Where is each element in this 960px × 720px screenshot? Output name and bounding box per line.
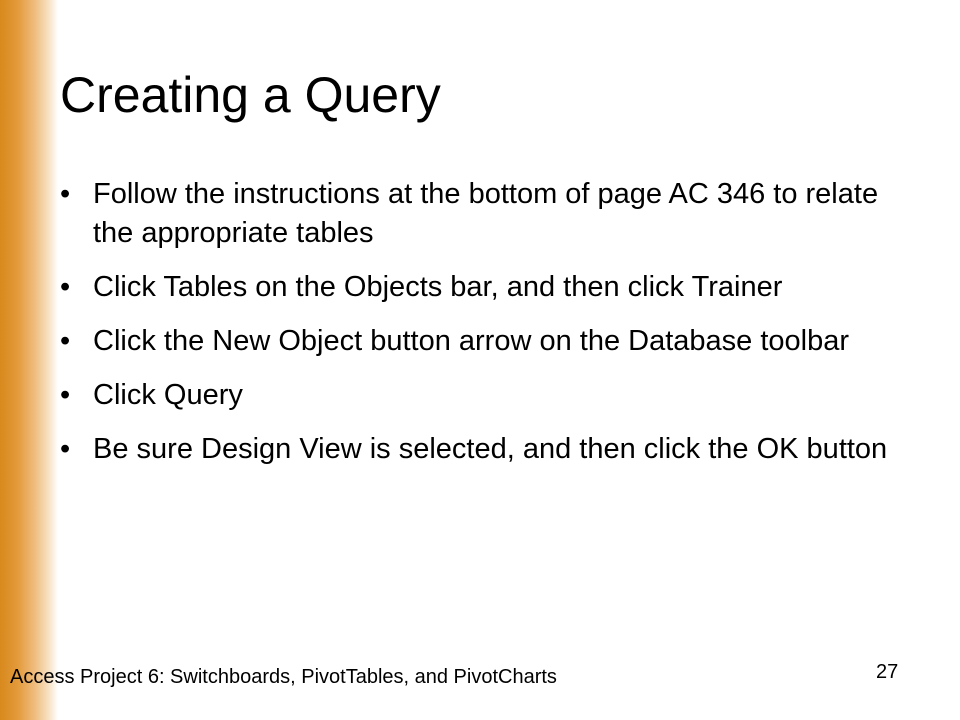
bullet-text: Be sure Design View is selected, and then click the OK button bbox=[93, 433, 888, 465]
bullet-item bbox=[60, 268, 900, 307]
slide-page-number: 27 bbox=[876, 661, 899, 683]
bullet-dot-icon: • bbox=[60, 271, 71, 303]
bullet-dot-icon: • bbox=[60, 325, 71, 357]
bullet-text: Click Query bbox=[93, 379, 243, 411]
bullet-text: Click Tables on the Objects bar, and then click Trainer bbox=[93, 271, 783, 303]
bullet-text: Click the New Object button arrow on the Database toolbar bbox=[93, 325, 850, 357]
slide-title: Creating a Query bbox=[60, 67, 441, 123]
bullet-item bbox=[60, 430, 900, 469]
bullet-dot-icon: • bbox=[60, 379, 71, 411]
bullet-item bbox=[60, 322, 900, 361]
bullet-list bbox=[60, 175, 900, 469]
bullet-dot-icon: • bbox=[60, 433, 71, 465]
bullet-text: Follow the instructions at the bottom of page AC 346 to relate the appropriate tables bbox=[93, 178, 879, 249]
bullet-item bbox=[60, 175, 900, 253]
decorative-side-gradient-bar bbox=[0, 0, 58, 720]
bullet-dot-icon: • bbox=[60, 178, 71, 210]
slide-footer: Access Project 6: Switchboards, PivotTables, and PivotCharts bbox=[10, 666, 557, 688]
bullet-item bbox=[60, 376, 900, 415]
